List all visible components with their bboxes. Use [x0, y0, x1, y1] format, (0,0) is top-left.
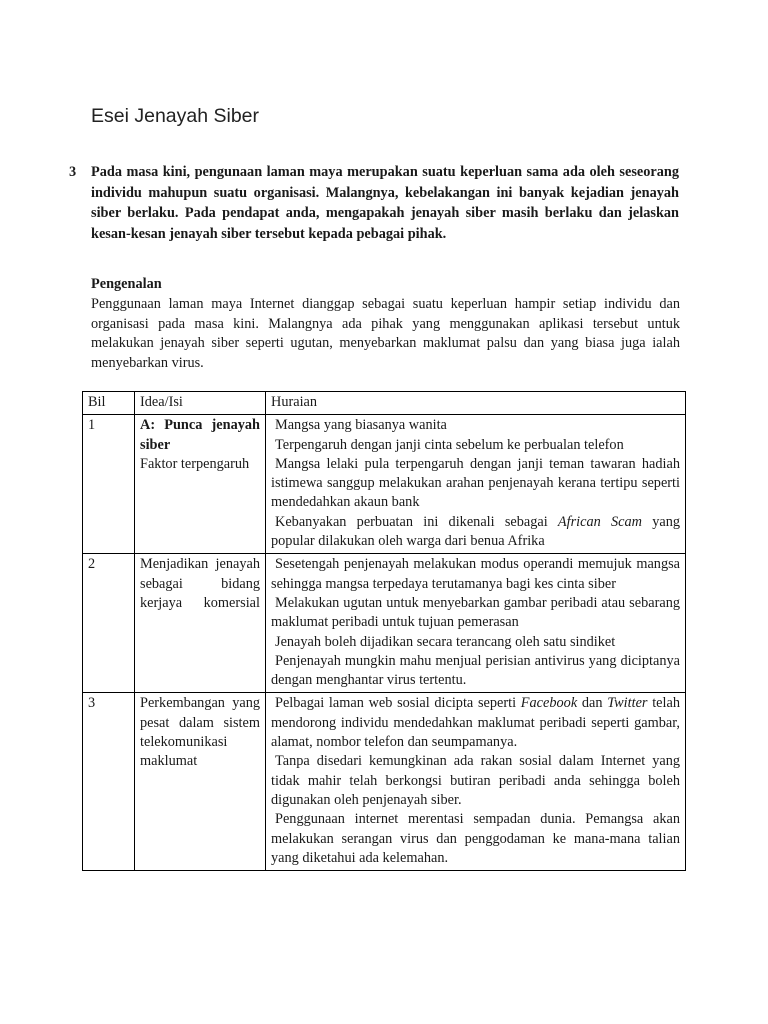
point-text: dan: [577, 695, 608, 712]
description-point: Penggunaan internet merentasi sempadan dunia. Pemangsa akan melakukan serangan virus dan penggodaman ke mana-mana talian yang diketahui ada kelemahan.: [271, 811, 680, 866]
row-idea: [135, 415, 266, 554]
description-point: Jenayah boleh dijadikan secara terancang oleh satu sindiket: [275, 633, 616, 650]
header-bil: Bil: [83, 392, 135, 415]
description-point: Penjenayah mungkin mahu menjual perisian antivirus yang diciptanya dengan menghantar virus tertentu.: [271, 652, 680, 689]
point-text: Pelbagai laman web sosial dicipta seperti: [275, 695, 521, 712]
table-row: [83, 693, 686, 871]
document-title: Esei Jenayah Siber: [91, 105, 260, 127]
row-number: 3: [83, 693, 135, 871]
essay-question: [69, 162, 679, 244]
description-point: Tanpa disedari kemungkinan ada rakan sosial dalam Internet yang tidak mahir telah berkongsi butiran peribadi anda sehingga boleh digunakan oleh penjenayah siber.: [271, 753, 680, 808]
description-point: Mangsa lelaki pula terpengaruh dengan janji teman tawaran hadiah istimewa sanggup melakukan arahan penjenayah kerana tertipu seperti mendedahkan akaun bank: [271, 455, 680, 511]
row-number: 1: [83, 415, 135, 554]
idea-text: Perkembangan yang pesat dalam sistem telekomunikasi maklumat: [140, 695, 260, 770]
point-emphasis: Facebook: [520, 695, 578, 712]
essay-outline-table: [82, 391, 686, 871]
point-text: Kebanyakan perbuatan ini dikenali sebagai: [275, 513, 558, 530]
intro-paragraph: Penggunaan laman maya Internet dianggap sebagai suatu keperluan hampir setiap individu dan organisasi pada masa kini. Malangnya ada pihak yang menggunakan aplikasi tersebut untuk melakukan jenayah siber seperti ugutan, menyebarkan maklumat palsu dan yang biasa juga ialah menyebarkan virus.: [91, 296, 680, 371]
table-row: [83, 554, 686, 693]
row-idea: [135, 693, 266, 871]
point-text: telah mendorong individu mendedahkan maklumat peribadi seperti gambar, alamat, nombor telefon dan seumpamanya.: [271, 695, 680, 751]
description-point: Mangsa yang biasanya wanita: [275, 417, 447, 434]
point-text: yang popular dilakukan oleh warga dari benua Afrika: [271, 513, 680, 550]
question-text: Pada masa kini, pengunaan laman maya merupakan suatu keperluan sama ada oleh seseorang individu mahupun suatu organisasi. Malangnya, kebelakangan ini banyak kejadian jenayah siber berlaku. Pada pendapat anda, mengapakah jenayah siber masih berlaku dan jelaskan kesan-kesan jenayah siber tersebut kepada pebagai pihak.: [91, 164, 679, 242]
header-huraian: Huraian: [266, 392, 686, 415]
header-idea: Idea/Isi: [135, 392, 266, 415]
row-idea: [135, 554, 266, 693]
description-point: Terpengaruh dengan janji cinta sebelum ke perbualan telefon: [275, 436, 624, 453]
idea-heading: A: Punca jenayah siber: [140, 417, 260, 453]
intro-heading: Pengenalan: [91, 276, 162, 292]
table-header-row: [83, 392, 686, 415]
idea-text: Faktor terpengaruh: [140, 455, 250, 472]
table-row: [83, 415, 686, 554]
idea-text: Menjadikan jenayah sebagai bidang kerjaya komersial: [140, 556, 260, 611]
row-number: 2: [83, 554, 135, 693]
description-point: Melakukan ugutan untuk menyebarkan gambar peribadi atau sebarang maklumat peribadi untuk tujuan pemerasan: [271, 594, 680, 631]
point-emphasis: African Scam: [557, 513, 642, 530]
row-description: [266, 554, 686, 693]
description-point: [271, 694, 680, 752]
question-number: 3: [69, 164, 77, 180]
description-point: [271, 513, 680, 552]
row-description: [266, 415, 686, 554]
point-emphasis: Twitter: [607, 695, 648, 712]
description-point: Sesetengah penjenayah melakukan modus operandi memujuk mangsa sehingga mangsa terpedaya terutamanya bagi kes cinta siber: [271, 556, 680, 592]
row-description: [266, 693, 686, 871]
